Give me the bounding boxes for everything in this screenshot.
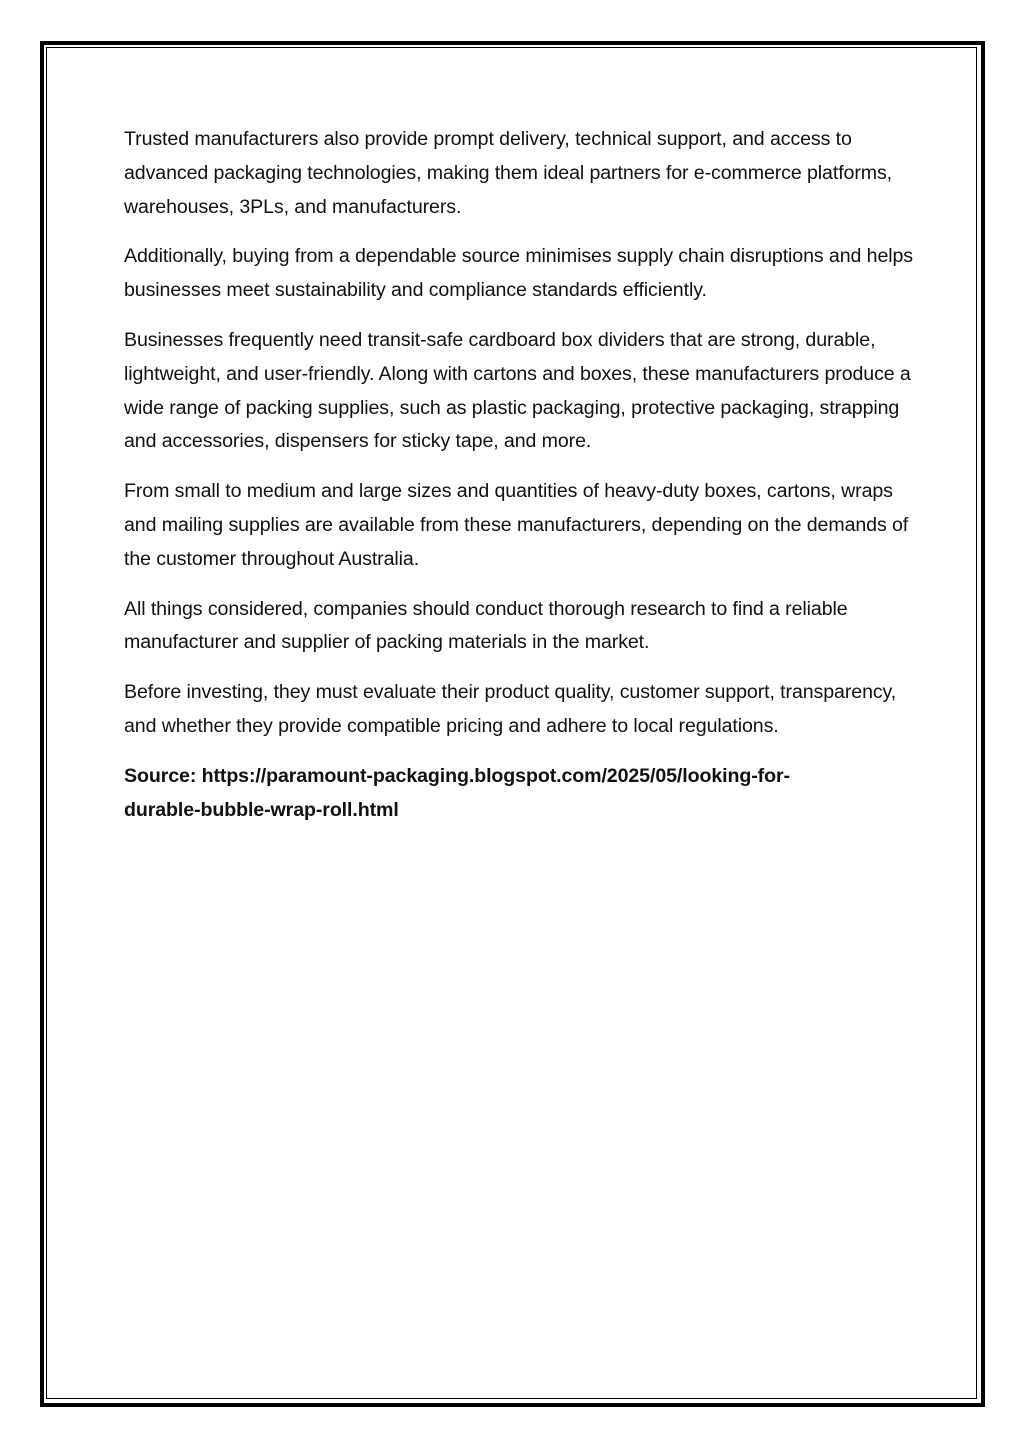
paragraph-3: Businesses frequently need transit-safe cardboard box dividers that are strong, durable, lightweight, and user-friendly. Along with cartons and boxes, these manufacturers produce a wide range of packing supplies, such as plastic packaging, protective packaging, strapping and accessories, dispensers for sticky tape, and more.: [124, 328, 911, 453]
paragraph-2: Additionally, buying from a dependable source minimises supply chain disruptions and helps businesses meet sustainability and compliance standards efficiently.: [124, 245, 913, 302]
source-line-2: durable-bubble-wrap-roll.html: [124, 798, 399, 821]
paragraph-6: Before investing, they must evaluate their product quality, customer support, transparency, and whether they provide compatible pricing and adhere to local regulations.: [124, 681, 897, 737]
paragraph-1: Trusted manufacturers also provide prompt delivery, technical support, and access to advanced packaging technologies, making them ideal partners for e-commerce platforms, warehouses, 3PLs, and manufacturers.: [124, 128, 893, 218]
paragraph-5: All things considered, companies should conduct thorough research to find a reliable manufacturer and supplier of packing materials in the market.: [124, 597, 848, 654]
paragraph-4: From small to medium and large sizes and quantities of heavy-duty boxes, cartons, wraps and mailing supplies are available from these manufacturers, depending on the demands of the customer throughout Australia.: [124, 480, 909, 570]
source-citation: [124, 760, 914, 828]
document-body: [124, 123, 914, 843]
source-line-1: Source: https://paramount-packaging.blogspot.com/2025/05/looking-for-: [124, 764, 790, 787]
